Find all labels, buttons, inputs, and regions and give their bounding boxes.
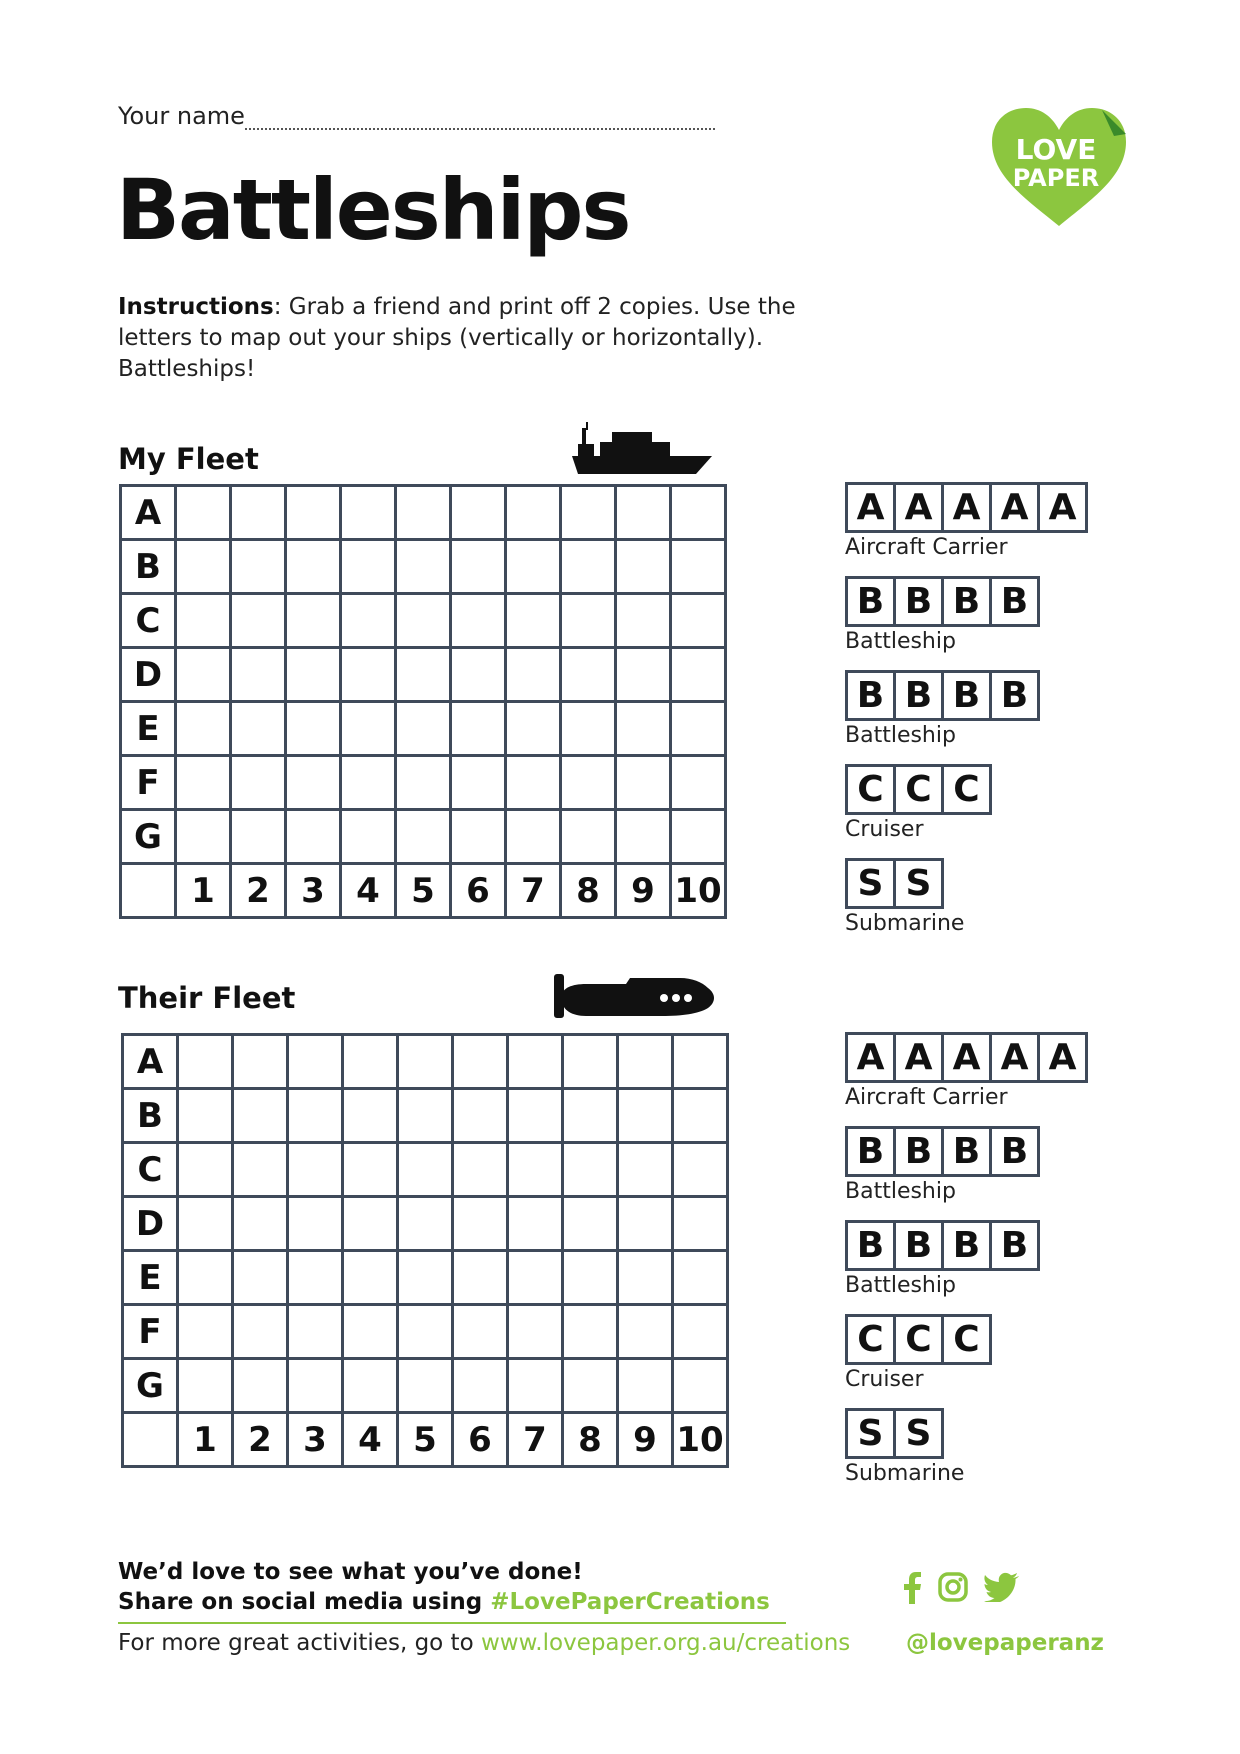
grid-cell[interactable] xyxy=(398,1305,453,1359)
ship-letter-cell: S xyxy=(845,1408,896,1459)
grid-cell[interactable] xyxy=(286,540,341,594)
name-field[interactable] xyxy=(245,128,715,130)
grid-cell[interactable] xyxy=(508,1035,563,1089)
grid-cell[interactable] xyxy=(286,648,341,702)
their-fleet-row xyxy=(123,1251,728,1305)
grid-cell[interactable] xyxy=(618,1197,673,1251)
ship-letter-cell: B xyxy=(845,670,896,721)
grid-cell[interactable] xyxy=(451,486,506,540)
ship-name: Cruiser xyxy=(845,1367,924,1392)
grid-cell[interactable] xyxy=(286,594,341,648)
grid-cell[interactable] xyxy=(341,648,396,702)
ship-letter-cell: A xyxy=(1037,482,1088,533)
grid-cell[interactable] xyxy=(398,1197,453,1251)
grid-cell[interactable] xyxy=(233,1251,288,1305)
ship-key xyxy=(845,764,1085,842)
grid-cell[interactable] xyxy=(616,810,671,864)
grid-cell[interactable] xyxy=(563,1143,618,1197)
grid-cell[interactable] xyxy=(398,1251,453,1305)
ship-key xyxy=(845,1220,1085,1298)
ship-letter-cell: B xyxy=(941,576,992,627)
grid-cell[interactable] xyxy=(561,756,616,810)
col-label: 8 xyxy=(563,1413,618,1467)
grid-cell[interactable] xyxy=(616,486,671,540)
grid-cell[interactable] xyxy=(288,1305,343,1359)
ship-name: Battleship xyxy=(845,1179,956,1204)
grid-cell[interactable] xyxy=(618,1143,673,1197)
grid-cell[interactable] xyxy=(673,1251,728,1305)
footer-share xyxy=(118,1557,770,1617)
footer-divider xyxy=(118,1622,786,1624)
their-fleet-row xyxy=(123,1305,728,1359)
grid-cell[interactable] xyxy=(341,702,396,756)
grid-cell[interactable] xyxy=(618,1251,673,1305)
ship-letter-cell: A xyxy=(989,482,1040,533)
ship-key xyxy=(845,482,1085,560)
grid-cell[interactable] xyxy=(343,1305,398,1359)
col-label: 5 xyxy=(398,1413,453,1467)
grid-cell[interactable] xyxy=(561,486,616,540)
grid-cell[interactable] xyxy=(396,702,451,756)
grid-cell[interactable] xyxy=(288,1197,343,1251)
grid-cell[interactable] xyxy=(233,1143,288,1197)
my-fleet-ships-key xyxy=(845,482,1085,936)
col-label: 5 xyxy=(396,864,451,918)
my-fleet-row xyxy=(121,702,726,756)
ship-letters xyxy=(845,670,1085,721)
row-label: G xyxy=(121,810,176,864)
grid-cell[interactable] xyxy=(563,1305,618,1359)
ship-letters xyxy=(845,576,1085,627)
grid-cell[interactable] xyxy=(341,540,396,594)
grid-cell[interactable] xyxy=(561,594,616,648)
grid-cell[interactable] xyxy=(561,648,616,702)
grid-cell[interactable] xyxy=(231,756,286,810)
grid-cell[interactable] xyxy=(506,756,561,810)
ship-letter-cell: B xyxy=(893,576,944,627)
twitter-icon[interactable] xyxy=(984,1572,1020,1602)
grid-cell[interactable] xyxy=(506,648,561,702)
their-fleet-row xyxy=(123,1089,728,1143)
grid-cell[interactable] xyxy=(233,1359,288,1413)
col-label: 6 xyxy=(453,1413,508,1467)
grid-cell[interactable] xyxy=(453,1251,508,1305)
grid-cell[interactable] xyxy=(341,810,396,864)
grid-cell[interactable] xyxy=(286,810,341,864)
col-label: 10 xyxy=(673,1413,728,1467)
ship-letter-cell: B xyxy=(845,1220,896,1271)
their-fleet-col-label-row xyxy=(123,1413,728,1467)
my-fleet-row xyxy=(121,648,726,702)
grid-cell[interactable] xyxy=(616,648,671,702)
grid-cell[interactable] xyxy=(563,1035,618,1089)
ship-letter-cell: A xyxy=(1037,1032,1088,1083)
grid-cell[interactable] xyxy=(451,594,506,648)
their-fleet-row xyxy=(123,1359,728,1413)
ship-key xyxy=(845,1314,1085,1392)
grid-cell[interactable] xyxy=(671,648,726,702)
grid-cell[interactable] xyxy=(396,540,451,594)
grid-cell[interactable] xyxy=(561,540,616,594)
col-label: 9 xyxy=(618,1413,673,1467)
col-label: 8 xyxy=(561,864,616,918)
ship-letter-cell: S xyxy=(893,1408,944,1459)
grid-cell[interactable] xyxy=(453,1143,508,1197)
footer-line2-prefix: Share on social media using xyxy=(118,1589,491,1615)
ship-letters xyxy=(845,1126,1085,1177)
grid-cell[interactable] xyxy=(398,1035,453,1089)
grid-cell[interactable] xyxy=(616,540,671,594)
my-fleet-row xyxy=(121,540,726,594)
grid-cell[interactable] xyxy=(341,486,396,540)
grid-cell[interactable] xyxy=(398,1143,453,1197)
ship-letter-cell: B xyxy=(845,576,896,627)
ship-key xyxy=(845,576,1085,654)
ship-key xyxy=(845,858,1085,936)
their-fleet-title: Their Fleet xyxy=(118,981,296,1015)
ship-letter-cell: A xyxy=(893,1032,944,1083)
love-paper-logo xyxy=(986,104,1132,232)
ship-key xyxy=(845,1408,1085,1486)
grid-cell[interactable] xyxy=(396,648,451,702)
grid-cell[interactable] xyxy=(618,1359,673,1413)
row-label: D xyxy=(121,648,176,702)
col-label: 7 xyxy=(508,1413,563,1467)
grid-cell[interactable] xyxy=(671,810,726,864)
my-fleet-row xyxy=(121,594,726,648)
ship-letter-cell: A xyxy=(893,482,944,533)
grid-cell[interactable] xyxy=(453,1035,508,1089)
grid-cell[interactable] xyxy=(178,1035,233,1089)
instructions xyxy=(118,292,838,385)
ship-name: Battleship xyxy=(845,1273,956,1298)
ship-letters xyxy=(845,1408,1085,1459)
grid-cell[interactable] xyxy=(396,486,451,540)
grid-cell[interactable] xyxy=(231,648,286,702)
grid-cell[interactable] xyxy=(176,540,231,594)
grid-cell[interactable] xyxy=(451,702,506,756)
grid-cell[interactable] xyxy=(288,1035,343,1089)
col-label: 3 xyxy=(288,1413,343,1467)
grid-cell[interactable] xyxy=(561,702,616,756)
grid-cell[interactable] xyxy=(233,1305,288,1359)
ship-letter-cell: S xyxy=(893,858,944,909)
grid-cell[interactable] xyxy=(343,1035,398,1089)
facebook-icon[interactable] xyxy=(902,1572,922,1604)
ship-letters xyxy=(845,764,1085,815)
grid-cell[interactable] xyxy=(178,1359,233,1413)
my-fleet-row xyxy=(121,756,726,810)
ship-letter-cell: A xyxy=(989,1032,1040,1083)
col-label: 9 xyxy=(616,864,671,918)
grid-cell[interactable] xyxy=(176,756,231,810)
grid-cell[interactable] xyxy=(673,1143,728,1197)
grid-cell[interactable] xyxy=(453,1197,508,1251)
col-label: 6 xyxy=(451,864,506,918)
grid-cell[interactable] xyxy=(398,1359,453,1413)
ship-name: Battleship xyxy=(845,723,956,748)
grid-cell[interactable] xyxy=(343,1089,398,1143)
col-label: 10 xyxy=(671,864,726,918)
ship-name: Cruiser xyxy=(845,817,924,842)
hashtag: #LovePaperCreations xyxy=(490,1589,770,1615)
grid-cell[interactable] xyxy=(671,594,726,648)
website-link[interactable]: www.lovepaper.org.au/creations xyxy=(480,1630,851,1656)
footer-more xyxy=(118,1630,850,1656)
grid-cell[interactable] xyxy=(176,702,231,756)
grid-cell[interactable] xyxy=(343,1359,398,1413)
col-label: 2 xyxy=(233,1413,288,1467)
footer-more-prefix: For more great activities, go to xyxy=(118,1630,481,1656)
grid-cell[interactable] xyxy=(231,540,286,594)
page-title: Battleships xyxy=(116,161,630,259)
ship-letter-cell: B xyxy=(893,1220,944,1271)
ship-letter-cell: B xyxy=(941,1220,992,1271)
grid-cell[interactable] xyxy=(673,1089,728,1143)
grid-cell[interactable] xyxy=(673,1305,728,1359)
ship-letter-cell: B xyxy=(989,576,1040,627)
grid-cell[interactable] xyxy=(673,1359,728,1413)
grid-cell[interactable] xyxy=(451,648,506,702)
grid-cell[interactable] xyxy=(506,486,561,540)
ship-letter-cell: C xyxy=(941,1314,992,1365)
social-icons xyxy=(902,1572,1020,1604)
grid-cell[interactable] xyxy=(176,486,231,540)
row-label: C xyxy=(123,1143,178,1197)
row-label: B xyxy=(123,1089,178,1143)
their-fleet-row xyxy=(123,1035,728,1089)
col-label: 3 xyxy=(286,864,341,918)
grid-cell[interactable] xyxy=(396,810,451,864)
grid-cell[interactable] xyxy=(671,702,726,756)
ship-letter-cell: B xyxy=(941,670,992,721)
their-fleet-row xyxy=(123,1143,728,1197)
ship-letter-cell: C xyxy=(845,764,896,815)
ship-name: Aircraft Carrier xyxy=(845,1085,1008,1110)
grid-cell[interactable] xyxy=(286,702,341,756)
row-label: A xyxy=(121,486,176,540)
logo-line2: PAPER xyxy=(1012,164,1100,192)
grid-cell[interactable] xyxy=(671,486,726,540)
grid-cell[interactable] xyxy=(618,1035,673,1089)
grid-cell[interactable] xyxy=(561,810,616,864)
ship-letters xyxy=(845,482,1085,533)
grid-cell[interactable] xyxy=(453,1359,508,1413)
col-label: 4 xyxy=(341,864,396,918)
row-label: E xyxy=(121,702,176,756)
ship-letter-cell: B xyxy=(941,1126,992,1177)
ship-letter-cell: C xyxy=(893,1314,944,1365)
grid-cell[interactable] xyxy=(508,1305,563,1359)
grid-cell[interactable] xyxy=(506,540,561,594)
grid-cell[interactable] xyxy=(451,540,506,594)
grid-cell[interactable] xyxy=(176,648,231,702)
grid-cell[interactable] xyxy=(341,756,396,810)
ship-key xyxy=(845,1032,1085,1110)
grid-cell[interactable] xyxy=(231,594,286,648)
instructions-text: : Grab a friend and print off 2 copies. Use the letters to map out your ships (vertically or horizontally). Battleships! xyxy=(118,294,796,382)
grid-cell[interactable] xyxy=(231,702,286,756)
grid-cell[interactable] xyxy=(453,1089,508,1143)
ship-letter-cell: B xyxy=(845,1126,896,1177)
ship-letter-cell: S xyxy=(845,858,896,909)
grid-cell[interactable] xyxy=(178,1197,233,1251)
ship-letter-cell: A xyxy=(845,1032,896,1083)
grid-cell[interactable] xyxy=(508,1359,563,1413)
grid-cell[interactable] xyxy=(563,1359,618,1413)
col-label: 7 xyxy=(506,864,561,918)
grid-cell[interactable] xyxy=(233,1035,288,1089)
grid-cell[interactable] xyxy=(616,756,671,810)
grid-cell[interactable] xyxy=(341,594,396,648)
grid-cell[interactable] xyxy=(176,594,231,648)
ship-name: Battleship xyxy=(845,629,956,654)
grid-cell[interactable] xyxy=(288,1251,343,1305)
row-label: D xyxy=(123,1197,178,1251)
ship-letter-cell: A xyxy=(941,1032,992,1083)
grid-cell[interactable] xyxy=(233,1197,288,1251)
grid-cell[interactable] xyxy=(508,1089,563,1143)
ship-letter-cell: B xyxy=(989,670,1040,721)
ship-letter-cell: C xyxy=(941,764,992,815)
grid-cell[interactable] xyxy=(286,756,341,810)
their-fleet-row xyxy=(123,1197,728,1251)
my-fleet-col-label-row xyxy=(121,864,726,918)
grid-cell[interactable] xyxy=(673,1035,728,1089)
grid-cell[interactable] xyxy=(673,1197,728,1251)
footer-line1: We’d love to see what you’ve done! xyxy=(118,1559,583,1585)
footer-line2 xyxy=(118,1587,770,1617)
grid-cell[interactable] xyxy=(178,1089,233,1143)
grid-cell[interactable] xyxy=(506,594,561,648)
grid-cell[interactable] xyxy=(178,1305,233,1359)
ship-name: Aircraft Carrier xyxy=(845,535,1008,560)
grid-cell[interactable] xyxy=(506,702,561,756)
grid-cell[interactable] xyxy=(563,1251,618,1305)
grid-cell[interactable] xyxy=(231,486,286,540)
grid-cell[interactable] xyxy=(451,756,506,810)
their-fleet-grid xyxy=(121,1033,729,1468)
col-label: 4 xyxy=(343,1413,398,1467)
ship-letter-cell: A xyxy=(941,482,992,533)
grid-cell[interactable] xyxy=(286,486,341,540)
grid-cell[interactable] xyxy=(176,810,231,864)
grid-cell[interactable] xyxy=(396,594,451,648)
row-label: F xyxy=(123,1305,178,1359)
col-label: 2 xyxy=(231,864,286,918)
corner-cell xyxy=(121,864,176,918)
row-label: G xyxy=(123,1359,178,1413)
row-label: E xyxy=(123,1251,178,1305)
grid-cell[interactable] xyxy=(618,1089,673,1143)
grid-cell[interactable] xyxy=(453,1305,508,1359)
ship-icon xyxy=(568,422,716,480)
logo-line1: LOVE xyxy=(1015,133,1097,166)
my-fleet-row xyxy=(121,810,726,864)
grid-cell[interactable] xyxy=(563,1089,618,1143)
grid-cell[interactable] xyxy=(451,810,506,864)
grid-cell[interactable] xyxy=(178,1143,233,1197)
col-label: 1 xyxy=(176,864,231,918)
ship-letters xyxy=(845,1220,1085,1271)
grid-cell[interactable] xyxy=(233,1089,288,1143)
my-fleet-title: My Fleet xyxy=(118,442,259,476)
grid-cell[interactable] xyxy=(288,1143,343,1197)
ship-letter-cell: B xyxy=(989,1126,1040,1177)
grid-cell[interactable] xyxy=(343,1197,398,1251)
grid-cell[interactable] xyxy=(343,1143,398,1197)
grid-cell[interactable] xyxy=(506,810,561,864)
grid-cell[interactable] xyxy=(396,756,451,810)
grid-cell[interactable] xyxy=(671,540,726,594)
grid-cell[interactable] xyxy=(508,1143,563,1197)
grid-cell[interactable] xyxy=(398,1089,453,1143)
grid-cell[interactable] xyxy=(616,702,671,756)
grid-cell[interactable] xyxy=(671,756,726,810)
their-fleet-ships-key xyxy=(845,1032,1085,1486)
ship-letter-cell: B xyxy=(893,670,944,721)
ship-letter-cell: C xyxy=(845,1314,896,1365)
row-label: B xyxy=(121,540,176,594)
ship-letter-cell: B xyxy=(989,1220,1040,1271)
col-label: 1 xyxy=(178,1413,233,1467)
ship-key xyxy=(845,670,1085,748)
my-fleet-row xyxy=(121,486,726,540)
row-label: C xyxy=(121,594,176,648)
grid-cell[interactable] xyxy=(178,1251,233,1305)
grid-cell[interactable] xyxy=(616,594,671,648)
row-label: A xyxy=(123,1035,178,1089)
grid-cell[interactable] xyxy=(288,1089,343,1143)
ship-letter-cell: C xyxy=(893,764,944,815)
grid-cell[interactable] xyxy=(231,810,286,864)
grid-cell[interactable] xyxy=(343,1251,398,1305)
grid-cell[interactable] xyxy=(563,1197,618,1251)
grid-cell[interactable] xyxy=(288,1359,343,1413)
grid-cell[interactable] xyxy=(508,1197,563,1251)
ship-name: Submarine xyxy=(845,1461,965,1486)
ship-name: Submarine xyxy=(845,911,965,936)
social-handle: @lovepaperanz xyxy=(906,1630,1104,1656)
grid-cell[interactable] xyxy=(508,1251,563,1305)
corner-cell xyxy=(123,1413,178,1467)
instagram-icon[interactable] xyxy=(938,1572,968,1602)
ship-letter-cell: A xyxy=(845,482,896,533)
ship-key xyxy=(845,1126,1085,1204)
submarine-icon xyxy=(552,970,718,1022)
grid-cell[interactable] xyxy=(618,1305,673,1359)
ship-letters xyxy=(845,1314,1085,1365)
name-label: Your name xyxy=(118,102,245,130)
ship-letters xyxy=(845,858,1085,909)
row-label: F xyxy=(121,756,176,810)
ship-letter-cell: B xyxy=(893,1126,944,1177)
instructions-label: Instructions xyxy=(118,294,274,320)
my-fleet-grid xyxy=(119,484,727,919)
ship-letters xyxy=(845,1032,1085,1083)
